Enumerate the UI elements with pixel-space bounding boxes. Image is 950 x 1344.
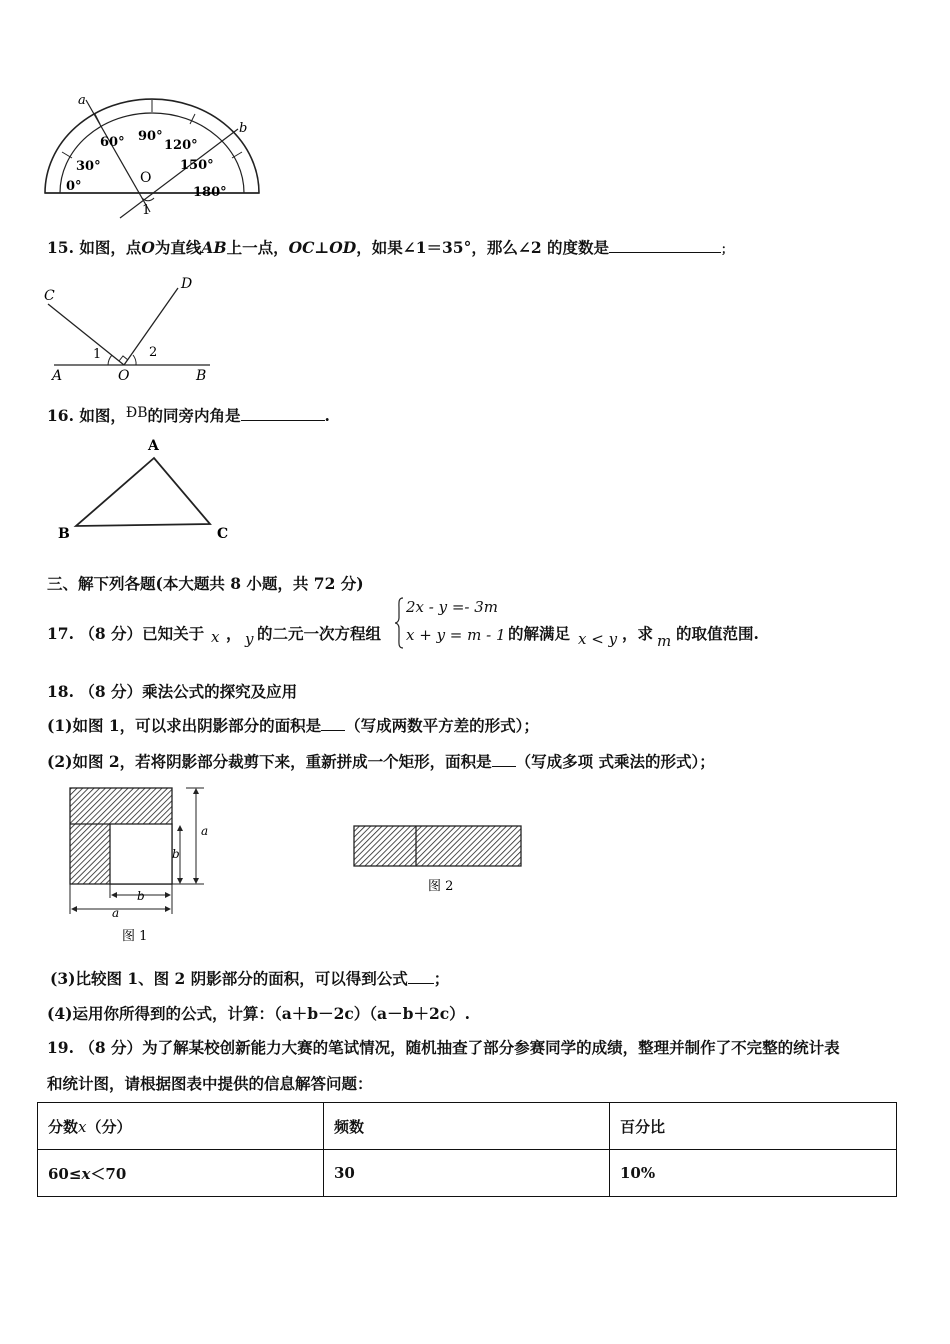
table-header-row (38, 1103, 897, 1150)
question-19-line-2: 和统计图，请根据图表中提供的信息解答问题： (47, 1074, 373, 1093)
vertex-b: B (58, 526, 70, 542)
question-18-part-3: (3)比较图 1、图 2 阴影部分的面积，可以得到公式 ； (50, 969, 450, 988)
angle-figure (40, 276, 220, 386)
answer-blank[interactable] (321, 714, 345, 731)
equation-1: 2x - y =- 3m (406, 598, 499, 616)
figure-2 (348, 820, 528, 900)
question-16: 16. 如图，ÐB的同旁内角是 . (47, 405, 330, 425)
var-x: x (211, 628, 220, 646)
header-percent: 百分比 (610, 1103, 897, 1150)
cell-range: 60≤x＜70 (38, 1150, 324, 1197)
triangle-figure (52, 436, 242, 546)
answer-blank[interactable] (609, 236, 721, 253)
label-b: B (196, 368, 207, 384)
equation-2: x + y = m - 1 (406, 626, 506, 644)
header-frequency: 频数 (324, 1103, 610, 1150)
var-y: y (245, 630, 254, 648)
answer-blank[interactable] (492, 750, 516, 767)
protractor-figure (40, 92, 270, 222)
label-c: C (44, 288, 55, 304)
label-o: O (140, 170, 152, 186)
var-m: m (657, 632, 672, 650)
tick-label: 150° (180, 158, 214, 173)
label-1: 1 (142, 203, 151, 218)
cell-percent: 10% (610, 1150, 897, 1197)
header-score: 分数x（分） (38, 1103, 324, 1150)
dim-a: a (112, 906, 120, 920)
tick-label: 180° (193, 185, 227, 200)
dim-b: b (172, 847, 180, 861)
score-table (37, 1102, 897, 1197)
condition: x < y (578, 630, 618, 648)
label-o: O (118, 368, 130, 384)
label-angle-2: 2 (149, 345, 158, 360)
question-19: 19. （8 分）为了解某校创新能力大赛的笔试情况，随机抽查了部分参赛同学的成绩，整理并制作了不完整的统计表 (47, 1038, 840, 1057)
section-title: 三、解下列各题(本大题共 8 小题，共 72 分) (47, 574, 364, 593)
question-18-title: 18. （8 分）乘法公式的探究及应用 (47, 682, 298, 701)
label-d: D (181, 276, 193, 292)
label-a: a (78, 93, 86, 108)
dim-a: a (201, 824, 209, 838)
dim-b: b (137, 889, 145, 903)
equation-brace (394, 597, 404, 649)
tick-label: 90° (138, 129, 163, 144)
label-angle-1: 1 (93, 347, 102, 362)
question-18-part-4: (4)运用你所得到的公式，计算：（a＋b－2c）（a－b＋2c）. (47, 1004, 471, 1023)
answer-blank[interactable] (241, 404, 325, 421)
vertex-a: A (148, 438, 159, 454)
figure-1-caption: 图 1 (122, 929, 148, 944)
figure-1 (62, 780, 222, 948)
tick-label: 60° (100, 135, 125, 150)
question-18-part-2: (2)如图 2，若将阴影部分裁剪下来，重新拼成一个矩形，面积是 （写成多项 式乘法的形式）； (47, 752, 715, 771)
tick-label: 120° (164, 138, 198, 153)
label-a: A (52, 368, 63, 384)
tick-label: 30° (76, 159, 101, 174)
figure-2-caption: 图 2 (428, 879, 454, 894)
vertex-c: C (217, 526, 229, 542)
answer-blank[interactable] (408, 967, 434, 984)
question-15: 15. 如图，点O为直线AB上一点，OC⊥OD，如果∠1＝35°，那么∠2 的度数是 ； (47, 238, 734, 257)
cell-frequency: 30 (324, 1150, 610, 1197)
label-b: b (239, 121, 248, 136)
question-18-part-1: (1)如图 1，可以求出阴影部分的面积是 （写成两数平方差的形式）； (47, 716, 539, 735)
tick-label: 0° (66, 179, 82, 194)
table-row (38, 1150, 897, 1197)
question-17: 17. （8 分）已知关于 (47, 624, 205, 643)
